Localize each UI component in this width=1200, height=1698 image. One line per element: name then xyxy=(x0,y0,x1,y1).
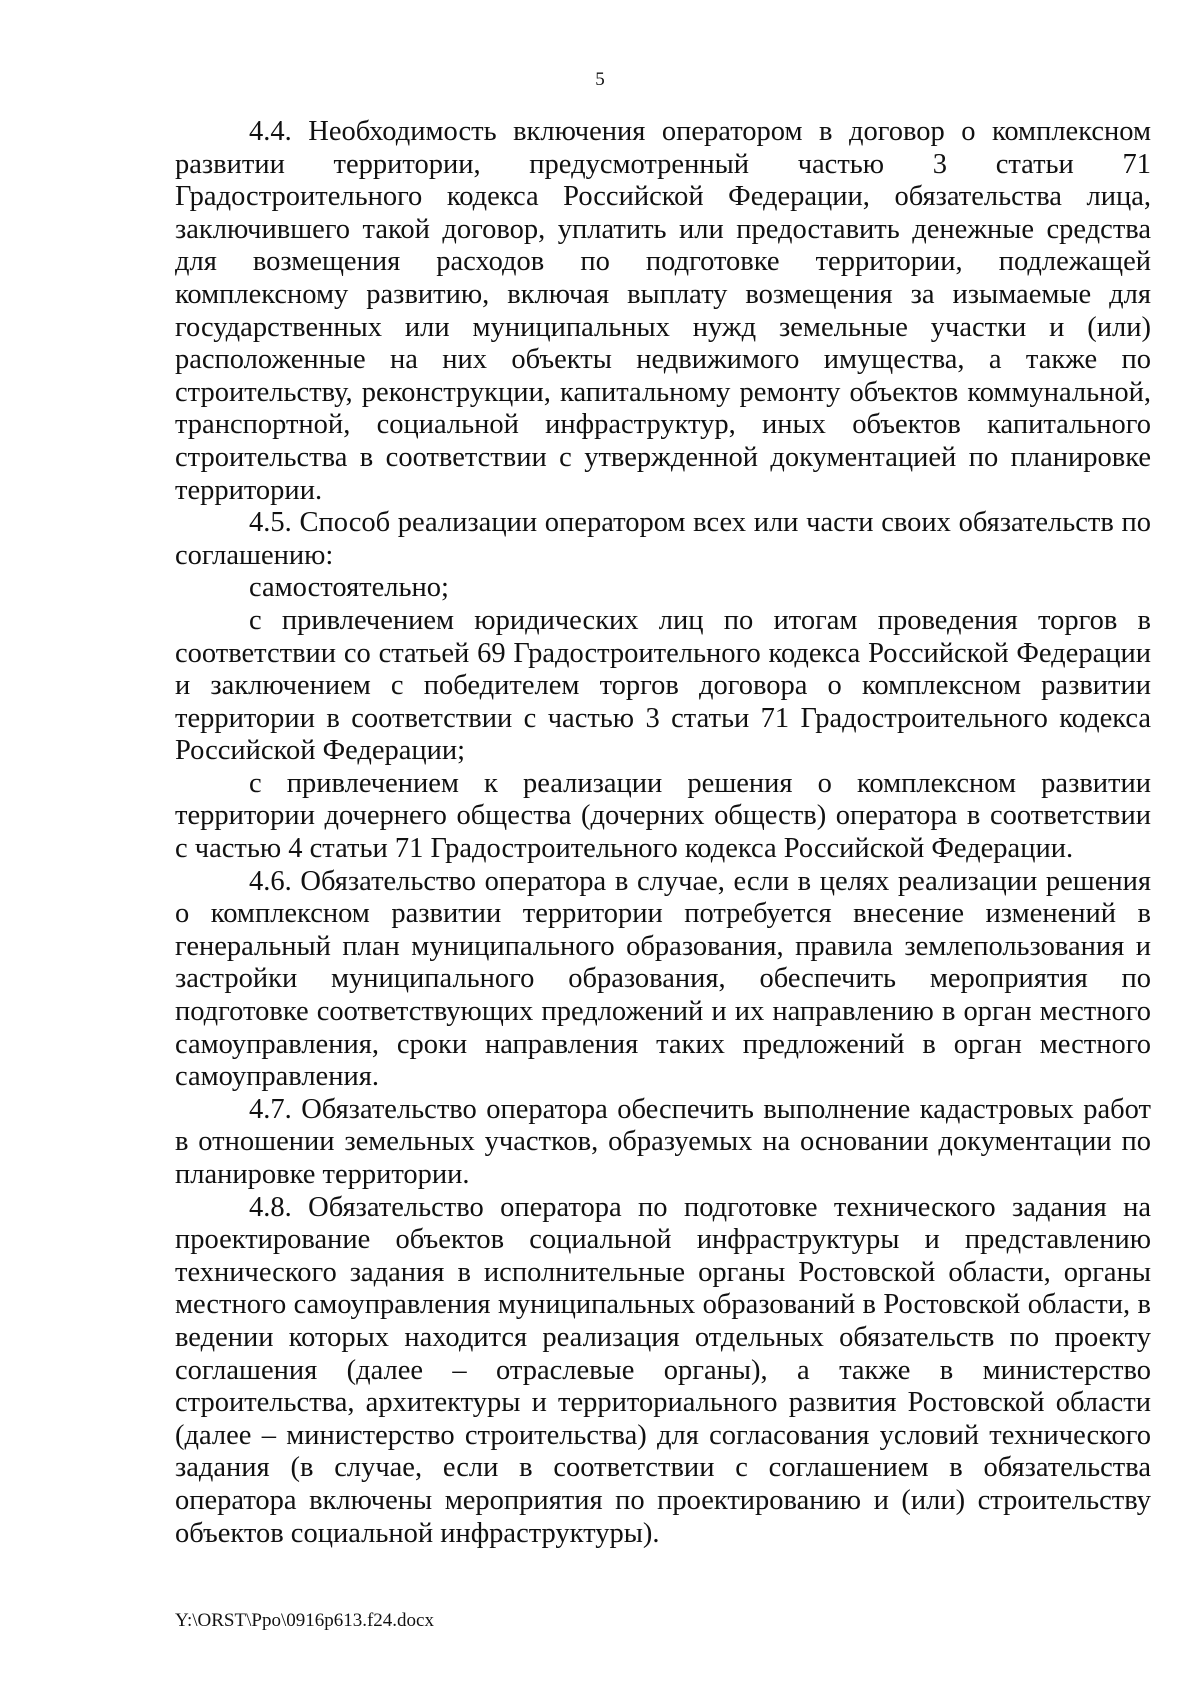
footer-file-path: Y:\ORST\Ppo\0916p613.f24.docx xyxy=(175,1610,434,1631)
document-body xyxy=(175,116,1151,1550)
list-item-subsidiary: с привлечением к реализации решения о комплексном развитии территории дочернего общества (дочерних обществ) оператора в соответствии с частью 4 статьи 71 Градостроительного кодекса Российской Федерации. xyxy=(175,767,1151,865)
paragraph-4-6: 4.6. Обязательство оператора в случае, если в целях реализации решения о комплексном развитии территории потребуется внесение изменений в генеральный план муниципального образования, правила землепользования и застройки муниципального образования, обеспечить мероприятия по подготовке соответствующих предложений и их направлению в орган местного самоуправления, сроки направления таких предложений в орган местного самоуправления. xyxy=(175,865,1151,1093)
list-item-independently: самостоятельно; xyxy=(249,572,449,604)
paragraph-4-8: 4.8. Обязательство оператора по подготовке технического задания на проектирование объектов социальной инфраструктуры и представлению технического задания в исполнительные органы Ростовской области, органы местного самоуправления муниципальных образований в Ростовской области, в ведении которых находится реализация отдельных обязательств по проекту соглашения (далее – отраслевые органы), а также в министерство строительства, архитектуры и территориального развития Ростовской области (далее – министерство строительства) для согласования условий технического задания (в случае, если в соответствии с соглашением в обязательства оператора включены мероприятия по проектированию и (или) строительству объектов социальной инфраструктуры). xyxy=(175,1191,1151,1549)
paragraph-4-5: 4.5. Способ реализации оператором всех или части своих обязательств по соглашению: xyxy=(175,507,1151,571)
list-item-tender: с привлечением юридических лиц по итогам проведения торгов в соответствии со статьей 69 Градостроительного кодекса Российской Федерации и заключением с победителем торгов договора о комплексном развитии территории в соответствии с частью 3 статьи 71 Градостроительного кодекса Российской Федерации; xyxy=(175,604,1151,767)
paragraph-4-7: 4.7. Обязательство оператора обеспечить выполнение кадастровых работ в отношении земельных участков, образуемых на основании документации по планировке территории. xyxy=(175,1093,1151,1190)
page-number: 5 xyxy=(595,69,605,90)
paragraph-4-4: 4.4. Необходимость включения оператором в договор о комплексном развитии территории, предусмотренный частью 3 статьи 71 Градостроительного кодекса Российской Федерации, обязательства лица, заключившего такой договор, уплатить или предоставить денежные средства для возмещения расходов по подготовке территории, подлежащей комплексному развитию, включая выплату возмещения за изымаемые для государственных или муниципальных нужд земельные участки и (или) расположенные на них объекты недвижимого имущества, а также по строительству, реконструкции, капитальному ремонту объектов коммунальной, транспортной, социальной инфраструктур, иных объектов капитального строительства в соответствии с утвержденной документацией по планировке территории. xyxy=(175,116,1151,506)
